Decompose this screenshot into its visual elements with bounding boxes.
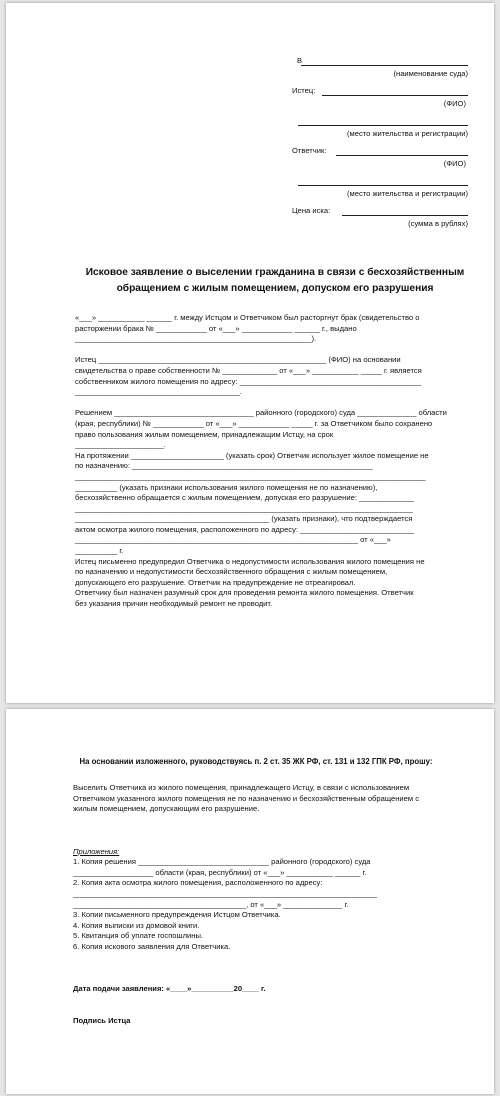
price-line [292, 206, 468, 218]
request-line: жилым помещением, допускающим его разрушение. [73, 804, 260, 814]
body-line: без указания причин необходимый ремонт не проводит. [75, 599, 273, 609]
body-line: На протяжении ______________________ (указать срок) Ответчик использует жилое помещение не [75, 450, 429, 460]
court-prefix: В [297, 56, 303, 65]
plaintiff-line [292, 86, 468, 98]
body-line: ________________________________________________________). [75, 334, 317, 344]
attachment-line: 1. Копия решения _______________________________ районного (городского) суда [73, 857, 371, 867]
attachment-line: 6. Копия искового заявления для Ответчика. [73, 941, 231, 951]
body-line: ______________________________________________ (указать признаки), что подтверждается [75, 514, 413, 524]
request-line: Ответчиком указанного жилого помещения не по назначению и бесхозяйственным обращением с [73, 793, 420, 803]
attachments-label: Приложения: [73, 846, 120, 856]
body-line: ___________________________________________________________________________________ [75, 471, 426, 481]
claim-body [75, 313, 470, 610]
body-line: __________ г. [75, 546, 124, 556]
body-line: расторжении брака № ____________ от «___» ____________ ______ г., выдано [75, 323, 357, 333]
body-line: актом осмотра жилого помещения, расположенного по адресу: ___________________________ [75, 524, 415, 534]
header-block [292, 51, 468, 231]
request-heading: На основании изложенного, руководствуясь п. 2 ст. 35 ЖК РФ, ст. 131 и 132 ГПК РФ, прошу: [79, 757, 433, 766]
attachment-line: 3. Копии письменного предупреждения Истцом Ответчика. [73, 910, 281, 920]
body-line: свидетельства о праве собственности № _____________ от «___» ___________ _____ г. является [75, 365, 422, 375]
defendant-address-line [292, 176, 468, 188]
body-line: Ответчику был назначен разумный срок для проведения ремонта жилого помещения. Ответчик [75, 588, 414, 598]
price-hint: (сумма в рублях) [408, 219, 468, 228]
attachment-line: 4. Копия выписки из домовой книги. [73, 920, 200, 930]
body-line: __________ (указать признаки использования жилого помещения не по назначению), [75, 482, 378, 492]
body-line: ___________________________________________________________________ от «___» [75, 535, 391, 545]
defendant-address-hint: (место жительства и регистрации) [346, 189, 468, 198]
body-line: (края, республики) № ____________ от «___» ____________ _____ г. за Ответчиком было сохранено [75, 418, 433, 428]
body-line: право пользования жилым помещением, принадлежащим Истцу, на срок [75, 429, 334, 439]
body-line: собственником жилого помещения по адресу: ___________________________________________ [75, 376, 422, 386]
document-title: Исковое заявление о выселении гражданина в связи с бесхозяйственным обращением с жилым помещением, допуском его разрушения [85, 267, 465, 294]
filing-date-line: Дата подачи заявления: «____»__________20____ г. [73, 984, 266, 994]
attachment-line: ___________________ области (края, республики) от «___» ___________ ______ г. [73, 867, 367, 877]
body-line: бесхозяйственно обращается с жилым помещением, допуская его разрушение: _____________ [75, 493, 414, 503]
body-line: _______________________________________. [75, 387, 242, 397]
body-line: Истец письменно предупредил Ответчика о недопустимости использования жилого помещения не [75, 556, 425, 566]
body-line: по назначению: _________________________________________________________ [75, 461, 373, 471]
document-page-2 [6, 709, 494, 1094]
plaintiff-address-hint: (место жительства и регистрации) [346, 129, 468, 138]
plaintiff-fio-hint: (ФИО) [443, 99, 466, 108]
court-hint: (наименование суда) [393, 69, 468, 78]
signature-line: Подпись Истца [73, 1016, 131, 1026]
request-body [73, 783, 473, 1027]
attachment-line: 5. Квитанция об уплате госпошлины. [73, 931, 204, 941]
document-page-1 [6, 3, 494, 703]
body-line: Решением _________________________________ районного (городского) суда ______________ области [75, 408, 447, 418]
plaintiff-address-line [292, 116, 468, 128]
plaintiff-label: Истец: [292, 86, 316, 95]
defendant-label: Ответчик: [292, 146, 327, 155]
body-line: ________________________________________________________________________________ [75, 503, 413, 513]
body-line: Истец ______________________________________________________ (ФИО) на основании [75, 355, 401, 365]
body-line: «___» ___________ ______ г. между Истцом и Ответчиком был расторгнут брак (свидетельство о [75, 313, 420, 322]
price-label: Цена иска: [292, 206, 331, 215]
body-line: по назначению и недопустимости бесхозяйственного обращения с жилым помещением, [75, 567, 388, 577]
court-line [292, 56, 468, 68]
attachment-line: ________________________________________________________________________ [73, 888, 378, 898]
body-line: допускающего его разрушение. Ответчик на предупреждение не отреагировал. [75, 577, 356, 587]
defendant-line [292, 146, 468, 158]
body-line: _____________________. [75, 440, 166, 450]
request-line: Выселить Ответчика из жилого помещения, принадлежащего Истцу, в связи с использованием [73, 783, 410, 792]
defendant-fio-hint: (ФИО) [443, 159, 466, 168]
attachment-line: 2. Копия акта осмотра жилого помещения, расположенного по адресу: [73, 878, 323, 888]
attachment-line: _________________________________________, от «___» ______________ г. [73, 899, 349, 909]
